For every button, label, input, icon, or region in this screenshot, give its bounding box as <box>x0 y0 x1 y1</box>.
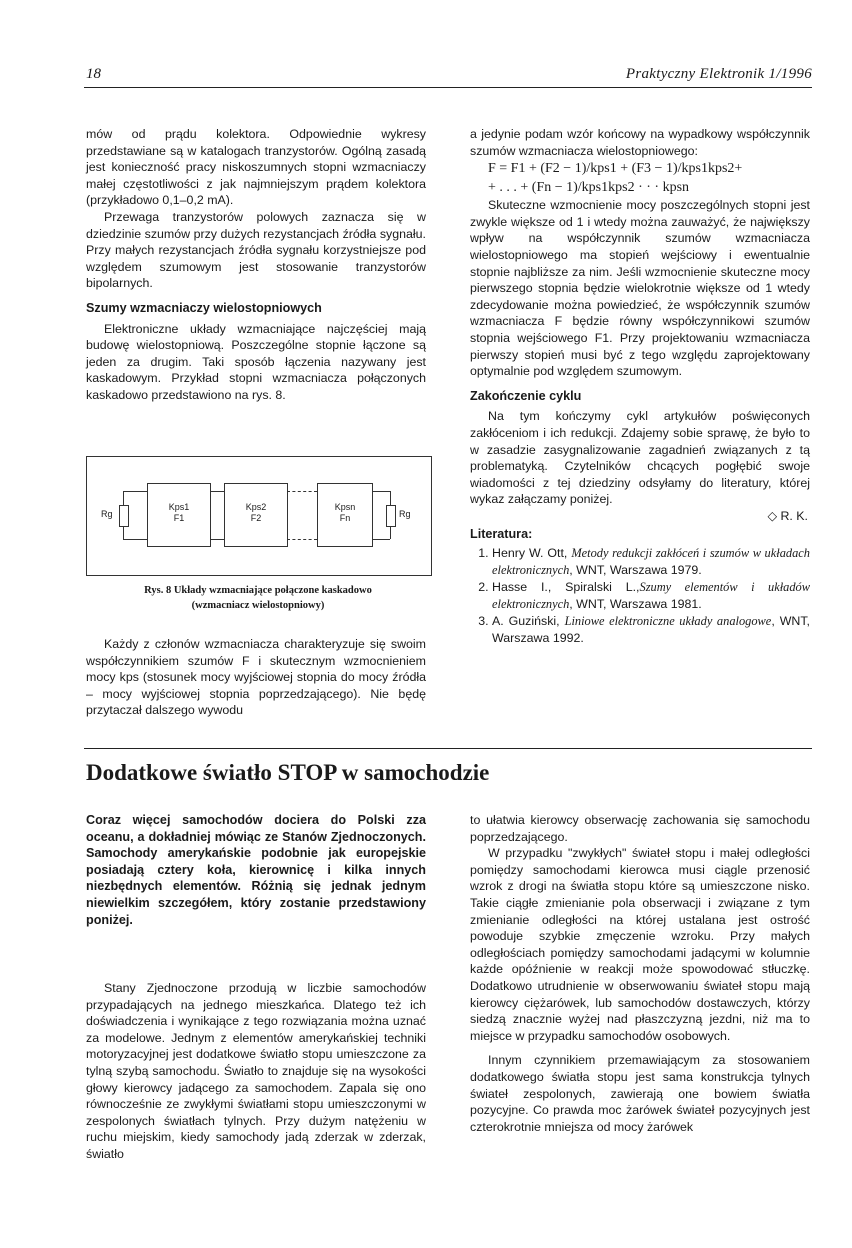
caption-line: (wzmacniacz wielostopniowy) <box>191 600 325 611</box>
paragraph: Innym czynnikiem przemawiającym za stosowaniem dodatkowego światła stopu jest sama konstrukcja tylnych świateł zespolonych, zawierają one bowiem światła pozycyjne. Co prawda moc żarówek świateł pozycyjnych jest czterokrotnie mniejsza od mocy żarówek <box>470 1053 810 1134</box>
wire <box>210 491 224 492</box>
wire <box>123 491 124 505</box>
bibliography-heading: Literatura: <box>470 527 533 542</box>
stage-1-gain: Kps1 <box>168 502 190 512</box>
paragraph: Skuteczne wzmocnienie mocy poszczególnych stopni jest zwykle większe od 1 i wtedy można zauważyć, że największy wpływ na współczynnik szumów wzmacniacza wielostopniowego ma stopień wejściowy i ewentualnie stopnie najbliższe za nim. Jeśli wzmocnienie skuteczne mocy pierwszego stopnia będzie wielokrotnie większe od 1 wtedy zdecydowanie można powiedzieć, że współczynnik szumów wzmacniacza F będzie równy współczynnikowi szumów stopnia wejściowego F1. Przy projektowaniu wzmacniacza pierwszy stopień musi być z tego względu zaprojektowany optymalnie pod względem szumowym. <box>470 198 810 379</box>
stage-2-gain: Kps2 <box>245 502 267 512</box>
page-number: 18 <box>86 66 101 82</box>
wire <box>390 527 391 539</box>
reference-item <box>492 613 810 646</box>
rg-left-resistor <box>119 505 129 527</box>
stage-2-noise: F2 <box>250 513 262 523</box>
formula-line-2: + . . . + (Fn − 1)/kps1kps2 · · · kpsn <box>488 180 690 196</box>
reference-publisher: , WNT, Warszawa 1981. <box>569 596 702 611</box>
article-right-column <box>470 812 810 1135</box>
stage-n-gain: Kpsn <box>334 502 356 512</box>
dashed-wire <box>287 539 317 540</box>
paragraph: to ułatwia kierowcy obserwację zachowania się samochodu poprzedzającego. <box>470 813 810 844</box>
wire <box>390 491 391 505</box>
author-signature: ◇ R. K. <box>767 508 808 523</box>
paragraph: mów od prądu kolektora. Odpowiednie wykresy przedstawiane są w katalogach tranzystorów. Ogólną zasadą jest konieczność pracy niskoszumnych stopni wzmacniaczy małej częstotliwości z jak najmniejszym prądem kolektora (przykładowo 0,1–0,2 mA). <box>86 127 426 208</box>
reference-title: Liniowe elektroniczne układy analogowe <box>564 614 772 629</box>
paragraph: Stany Zjednoczone przodują w liczbie samochodów przypadających na jednego mieszkańca. Dlatego też ich doświadczenia i wynikające z tego rozwiązania można uznać za modelowe. Jednym z elementów amerykańskiej techniki motoryzacyjnej jest dodatkowe światło stopu umieszczone za tylną szybą samochodu. Światło to znajduje się na wysokości głowy kierowcy jadącego za samochodem. Zapala się ono równocześnie ze zwykłymi światłami stopu umieszczonymi w zespolonych światłach tylnych. Przy dużym natężeniu w ruchu miejskim, kiedy samochody jadą zderzak w zderzak, światło <box>86 981 426 1161</box>
upper-right-column <box>470 126 810 648</box>
reference-publisher: , WNT, Warszawa 1979. <box>569 562 702 577</box>
caption-line: Rys. 8 Układy wzmacniające połączone kaskadowo <box>144 585 372 596</box>
reference-author: Henry W. Ott, <box>492 546 572 561</box>
reference-author: A. Guziński, <box>492 614 565 629</box>
paragraph: Elektroniczne układy wzmacniające najczęściej mają budowę wielostopniową. Poszczególne stopnie łączone są jeden za drugim. Taki sposób łączenia nazywany jest kaskadowym. Przykład stopni wzmacniacza połączonych kaskadowo przedstawiono na rys. 8. <box>86 321 426 402</box>
journal-title: Praktyczny Elektronik 1/1996 <box>625 66 812 82</box>
stage-1-block <box>147 483 211 547</box>
formula-line-1: F = F1 + (F2 − 1)/kps1 + (F3 − 1)/kps1kps2+ <box>488 161 743 177</box>
article-left-column <box>86 980 426 1163</box>
article-divider <box>84 748 812 749</box>
wire <box>372 491 390 492</box>
wire <box>123 491 147 492</box>
rg-left-label: Rg <box>101 509 113 519</box>
upper-left-column <box>86 126 426 404</box>
reference-author: Hasse I., Spiralski L., <box>492 580 640 595</box>
paragraph: a jedynie podam wzór końcowy na wypadkowy współczynnik szumów wzmacniacza wielostopniowego: <box>470 127 810 158</box>
wire <box>123 539 147 540</box>
reference-title: Metody redukcji zakłóceń i szumów w układach elektronicznych <box>492 546 810 577</box>
article-title: Dodatkowe światło STOP w samochodzie <box>86 760 490 785</box>
paragraph: Przewaga tranzystorów polowych zaznacza się w dziedzinie szumów przy dużych rezystancjach źródła sygnału. Przy małych rezystancjach źródła sygnału korzystniejsze pod względem szumowym jest stosowanie tranzystorów bipolarnych. <box>86 209 426 291</box>
wire <box>123 527 124 539</box>
lower-left-column <box>86 636 426 719</box>
wire <box>210 539 224 540</box>
rg-right-resistor <box>386 505 396 527</box>
bibliography <box>470 526 810 646</box>
stage-2-block <box>224 483 288 547</box>
header-rule <box>84 87 812 88</box>
wire <box>372 539 390 540</box>
reference-item <box>492 579 810 612</box>
stage-1-noise: F1 <box>173 513 185 523</box>
section-heading: Zakończenie cyklu <box>470 388 582 403</box>
paragraph: W przypadku "zwykłych" świateł stopu i małej odległości pomiędzy samochodami kierowca musi ciągle przenosić wzrok z drogi na światła stopu które są umieszczone nisko. Takie ciągłe zmienianie pola obserwacji i związane z tym zmienianie odległości na której ustalana jest ostrość powoduje szybkie zmęczenie wzroku. Przy małych odległościach pomiędzy samochodami jadącymi w kolumnie każde opóźnienie w reakcji może spowodować stłuczkę. Dodatkowo utrudnienie w obserwowaniu świateł stopu mają kierowcy ciężarówek, lub samochodów dostawczych, którzy siedzą znacznie wyżej nad płaszczyzną jezdni, niż ma to miejsce w przypadku samochodów osobowych. <box>470 846 810 1043</box>
stage-n-noise: Fn <box>339 513 351 523</box>
stage-n-block <box>317 483 373 547</box>
article-lead <box>86 812 426 928</box>
lead-paragraph: Coraz więcej samochodów dociera do Polski zza oceanu, a dokładniej mówiąc ze Stanów Zjednoczonych. Samochody amerykańskie podobnie jak europejskie posiadają cztery koła, kierownicę i kilka innych niezbędnych elementów. Różnią się jednak jednym niewielkim szczegółem, który zostanie przedstawiony poniżej. <box>86 813 426 927</box>
paragraph: Każdy z członów wzmacniacza charakteryzuje się swoim współczynnikiem szumów F i skutecznym wzmocnieniem mocy kps (stosunek mocy wyjściowej stopnia do mocy źródła – mocy wyjściowej stopnia poprzedzającego). Nie będę przytaczał dalszego wywodu <box>86 637 426 718</box>
dashed-wire <box>287 491 317 492</box>
rg-right-label: Rg <box>399 509 411 519</box>
figure-caption <box>86 583 430 613</box>
reference-publisher: , WNT, Warszawa 1992. <box>492 614 810 646</box>
cascade-amplifier-diagram <box>86 456 432 576</box>
reference-item <box>492 545 810 578</box>
reference-title: Szumy elementów i układów elektronicznych <box>492 580 810 611</box>
section-heading: Szumy wzmacniaczy wielostopniowych <box>86 300 322 315</box>
paragraph: Na tym kończymy cykl artykułów poświęconych zakłóceniom i ich redukcji. Zdajemy sobie sprawę, że było to w zasadzie zasygnalizowanie zagadnień związanych z tą problematyką. Czytelników chcących pogłębić swoje wiadomości z tej dziedziny odsyłamy do literatury, której wykaz załączamy poniżej. <box>470 409 810 507</box>
